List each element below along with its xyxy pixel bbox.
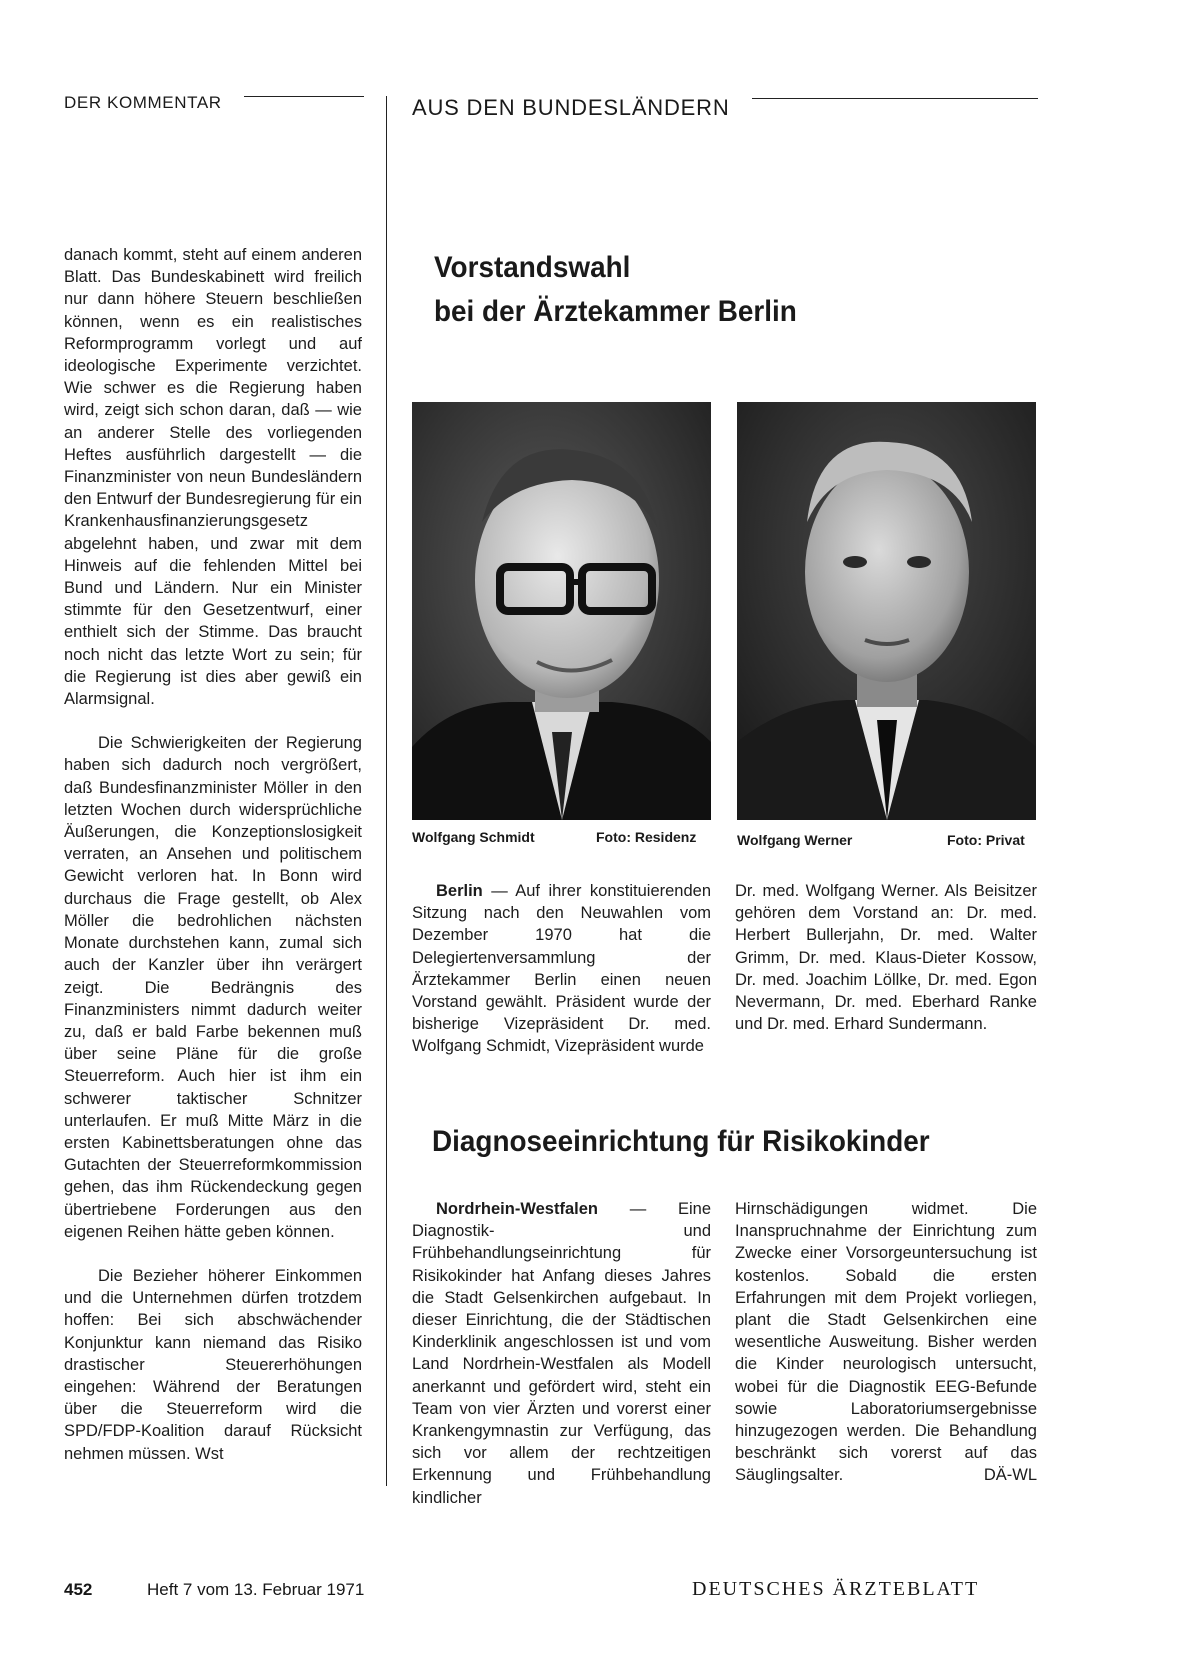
- photo2-caption-name: Wolfgang Werner: [737, 832, 853, 848]
- article2-signature: DÄ-WL: [983, 1466, 1037, 1485]
- article1-headline-line1: Vorstandswahl: [434, 251, 631, 284]
- section-label-kommentar: DER KOMMENTAR: [64, 93, 222, 112]
- photo1-caption-name: Wolfgang Schmidt: [412, 829, 535, 845]
- article1-column1: [412, 880, 711, 1058]
- article1-headline-line2: bei der Ärztekammer Berlin: [434, 295, 797, 328]
- portrait-illustration-werner: [737, 402, 1036, 820]
- article2-column2: [735, 1198, 1037, 1487]
- article1-headline: [434, 246, 797, 334]
- commentary-column: [64, 244, 362, 1465]
- photo2-credit: Foto: Privat: [947, 832, 1025, 848]
- article1-column2: [735, 880, 1037, 1035]
- column-divider: [386, 96, 387, 1486]
- section-label-bundeslaender: AUS DEN BUNDESLÄNDERN: [412, 95, 730, 120]
- article2-text-col2: Hirnschädigungen widmet. Die Inanspruchnahme der Einrichtung zum Zwecke einer Vorsorgeuntersuchung ist kostenlos. Sobald die ersten Erfahrungen mit dem Projekt vorliegen, plant die Stadt Gelsenkirchen eine wesentliche Ausweitung. Bisher werden die Kinder neurologisch untersucht, wobei für die Diagnostik EEG-Befunde sowie Laboratoriumsergebnisse hinzugezogen werden. Die Behandlung beschränkt sich vorerst auf das Säuglingsalter.: [735, 1200, 1037, 1485]
- article2-place: Nordrhein-Westfalen: [436, 1200, 598, 1218]
- publication-name: DEUTSCHES ÄRZTEBLATT: [692, 1578, 980, 1600]
- commentary-paragraph: Die Bezieher höherer Einkommen und die Unternehmen dürfen trotzdem hoffen: Bei sich abschwächender Konjunktur kann niemand das Risiko drastischer Steuererhöhungen eingehen: Während der Beratungen über die Steuerreform wird die SPD/FDP-Koalition darauf Rücksicht nehmen müssen. Wst: [64, 1266, 362, 1463]
- article2-text-col1: — Eine Diagnostik- und Frühbehandlungseinrichtung für Risikokinder hat Anfang dieses Jahres die Stadt Gelsenkirchen aufgebaut. In dieser Einrichtung, die der Städtischen Kinderklinik angeschlossen ist und vom Land Nordrhein-Westfalen als Modell anerkannt und gefördert wird, steht ein Team von vier Ärzten und vorerst einer Krankengymnastin zur Verfügung, das sich vor allem der rechtzeitigen Erkennung und Frühbehandlung kindlicher: [412, 1200, 711, 1507]
- portrait-photo-werner: [737, 402, 1036, 820]
- article1-text-col1: — Auf ihrer konstituierenden Sitzung nach den Neuwahlen vom Dezember 1970 hat die Delegiertenversammlung der Ärztekammer Berlin einen neuen Vorstand gewählt. Präsident wurde der bisherige Vizepräsident Dr. med. Wolfgang Schmidt, Vizepräsident wurde: [412, 882, 711, 1056]
- portrait-illustration-schmidt: [412, 402, 711, 820]
- portrait-photo-schmidt: [412, 402, 711, 820]
- article1-text-col2: Dr. med. Wolfgang Werner. Als Beisitzer gehören dem Vorstand an: Dr. med. Herbert Bullerjahn, Dr. med. Walter Grimm, Dr. med. Klaus-Dieter Kossow, Dr. med. Joachim Löllke, Dr. med. Egon Nevermann, Dr. med. Eberhard Ranke und Dr. med. Erhard Sundermann.: [735, 882, 1037, 1034]
- header-rule-right: [752, 98, 1038, 99]
- article2-column1: [412, 1198, 711, 1509]
- commentary-paragraph: danach kommt, steht auf einem anderen Blatt. Das Bundeskabinett wird freilich nur dann höhere Steuern beschließen können, wenn es ein realistisches Reformprogramm vorlegt und auf ideologische Experimente verzichtet. Wie schwer es die Regierung haben wird, zeigt sich schon daran, daß — wie an anderer Stelle des vorliegenden Heftes ausführlich dargestellt — die Finanzminister von neun Bundesländern den Entwurf der Bundesregierung für ein Krankenhausfinanzierungsgesetz abgelehnt haben, und zwar mit dem Hinweis auf die fehlenden Mittel bei Bund und Ländern. Nur ein Minister stimmte für den Gesetzentwurf, einer enthielt sich der Stimme. Das braucht noch nicht das letzte Wort zu sein; für die Regierung ist dies aber gewiß ein Alarmsignal.: [64, 246, 362, 709]
- header-rule-left: [244, 96, 364, 97]
- page-number: 452: [64, 1580, 93, 1599]
- commentary-paragraph: Die Schwierigkeiten der Regierung haben sich dadurch noch vergrößert, daß Bundesfinanzminister Möller in den letzten Wochen durch widersprüchliche Äußerungen, die Konzeptionslosigkeit verraten, an Ansehen und politischem Gewicht verloren hat. In Bonn wird durchaus die Frage gestellt, ob Alex Möller die bedrohlichen nächsten Monate durchstehen kann, zumal sich auch der Kanzler über ihn verärgert zeigt. Die Bedrängnis des Finanzministers nimmt dadurch weiter zu, daß er bald Farbe bekennen muß über seine Pläne für die große Steuerreform. Auch hier ist ihm ein schwerer taktischer Schnitzer unterlaufen. Er muß Mitte März in die ersten Kabinettsberatungen ohne das Gutachten der Steuerreformkommission gehen, das ihm Rückendeckung gegen übertriebene Forderungen aus den eigenen Reihen hätte geben können.: [64, 734, 362, 1241]
- issue-info: Heft 7 vom 13. Februar 1971: [147, 1580, 365, 1599]
- article2-headline: Diagnoseeinrichtung für Risikokinder: [432, 1125, 930, 1158]
- photo1-credit: Foto: Residenz: [596, 829, 697, 845]
- article1-place: Berlin: [436, 882, 483, 900]
